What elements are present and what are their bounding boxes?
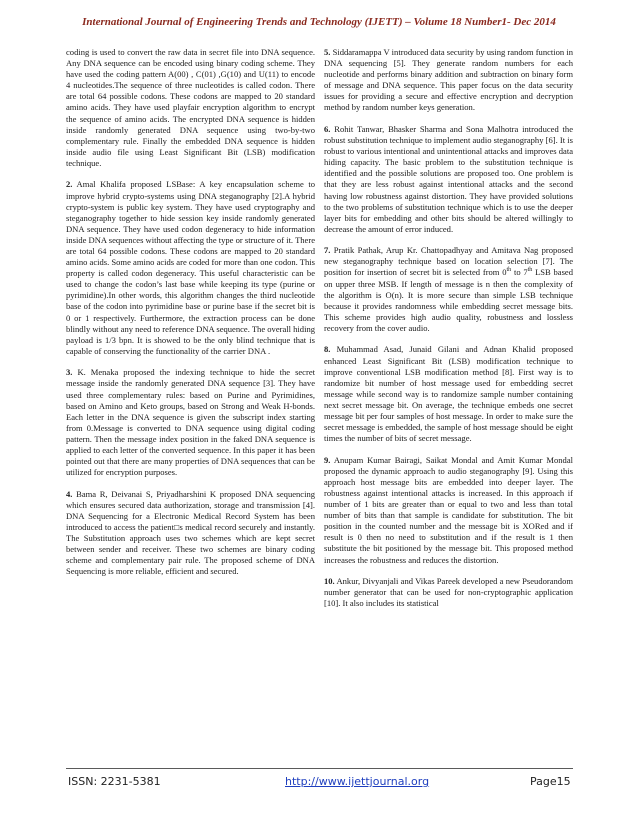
footer-issn: ISSN: 2231-5381 (68, 775, 161, 788)
paragraph: 8. Muhammad Asad, Junaid Gilani and Adnan Khalid proposed enhanced Least Significant Bit (LSB) modification technique to improve conventional LSB modification method [8]. First way is to randomize bit number of host message used for embedding secret message while second way is to randomize sample number containing next secret message bit. On average, the technique embeds one secret message bit per four samples of host message. In order to make sure the secret message is embedded, the sample of host message should be eight times the number of bits of secret message. (324, 344, 573, 444)
paragraph: coding is used to convert the raw data in secret file into DNA sequence. Any DNA sequence can be encoded using binary coding scheme. They have used the coding pattern A(00) , C(01) ,G(10) and U(11) to encode 4 nucleotides.The sequence of three nucleotides is called codon. There are total 64 possible codons. These codons are mapped to 20 standard amino acids. They have used playfair encryption algorithm to encrypt the sequence of amino acids. The encrypted DNA sequence is hidden inside randomly generated DNA sequence using two-by-two complementary rule. Finally the embedded DNA sequence is hidden inside audio file using Least Significant Bit (LSB) modification technique. (66, 47, 315, 168)
journal-header: International Journal of Engineering Trends and Technology (IJETT) – Volume 18 Number1- Dec 2014 (82, 16, 556, 28)
paragraph: 7. Pratik Pathak, Arup Kr. Chattopadhyay and Amitava Nag proposed new steganography technique based on location selection [7]. The position for insertion of secret bit is selected from 0th to 7th LSB based on upper three MSB. If length of message is n then the complexity of the algorithm is O(n). It is more secure than simple LSB technique because it provides randomness while embedding secret message bits. This scheme provides high audio quality, robustness and lossless recovery from the cover audio. (324, 245, 573, 333)
paragraph: 10. Ankur, Divyanjali and Vikas Pareek developed a new Pseudorandom number generator that can be used for non-cryptographic application [10]. It also includes its statistical (324, 575, 573, 609)
paragraph: 2. Amal Khalifa proposed LSBase: A key encapsulation scheme to improve hybrid crypto-systems using DNA steganography [2].A hybrid crypto-system is public key system. They have used cryptography and steganography together to hide session key inside randomly generated DNA sequence. They have used codon degeneracy to hide information inside DNA sequences without affecting the type or structure of it. There are total 64 possible codons. These codons are mapped to 20 standard amino acids. Some amino acids are coded for more than one codon. This property is called codon degeneracy. This useful characteristic can be used to change the codon’s last base while keeping its type (purine or pyrimidine).In other words, this algorithm changes the third nucleotide base of the codon into pyrimidine base or purine base if the secret bit is 0 or 1 respectively. Furthermore, the extraction process can be done blindly without any need to reference DNA sequence. The overall hiding payload is 1/3 bpn. It is showed to be the only blind technique that is capable of conserving the functionality of the carrier DNA . (66, 179, 316, 356)
footer-journal-link[interactable]: http://www.ijettjournal.org (285, 775, 430, 788)
footer-page-number: Page15 (530, 775, 571, 788)
paragraph: 6. Rohit Tanwar, Bhasker Sharma and Sona Malhotra introduced the robust substitution technique to implement audio steganography [6]. It is robust to various intentional and unintentional attacks and improves data hiding capacity. The basic problem to the substitution technique is identified and the possible solutions are proposed too. One problem is that they are less robust against intentional attacks and the second having low robustness against distortion. They have provided solutions to the two problems of substitution technique which is to use the deeper layer bits for embedding and other bits should be altered willingly to decrease the amount of error induced. (324, 123, 573, 234)
left-column (66, 47, 315, 588)
footer-divider (66, 768, 573, 769)
paragraph: 3. K. Menaka proposed the indexing technique to hide the secret message inside the randomly generated DNA sequence [3]. They have used three complementary rules: based on Purine and Pyrimidines, based on Amino and Keto groups, based on Strong and Weak H-bonds. Each letter in the DNA sequence is given the subscript index starting from 0.Message is converted to DNA sequence using digital coding pattern. Then the message index position in the faked DNA sequence is applied to each letter of the converted sequence. In this paper it has been pointed out that there are many properties of DNA sequences that can be utilized for encryption purposes. (66, 367, 315, 478)
right-column (324, 47, 573, 620)
paragraph: 5. Siddaramappa V introduced data security by using random function in DNA sequencing [5]. They generate random numbers for each nucleotide and performs binary addition and subtraction on binary form of message and DNA sequence. This paper focus on the data security issues for providing a secure and effective encryption and decryption method by random number keys generation. (324, 47, 573, 113)
paragraph: 4. Bama R, Deivanai S, Priyadharshini K proposed DNA sequencing which ensures secured data authorization, storage and transmission [4]. DNA Sequencing for a Electronic Medical Record System has been introduced to access the patient□s medical record securely and instantly. The Substitution approach uses two schemes which are kept secret between sender and receiver. These two schemes are binary coding scheme and complementary pair rule. The proposed scheme of DNA Sequencing is more reliable, efficient and secured. (66, 488, 315, 577)
paragraph: 9. Anupam Kumar Bairagi, Saikat Mondal and Amit Kumar Mondal proposed the dynamic approach to audio steganography [9]. Using this approach host message bits are embedded into deeper layer. The robustness against intentional attacks is increased. In this approach if number of 1 bits are greater than or equal to two and less than total number of bits than that sample is candidate for substitution. The bit position in the counted number and the message bit is XORed and if result is 0 then no need to substitution and if the result is 1 then substitute the bit positioned by the message bit. This proposed method increases the robustness and reduces the distortion. (324, 454, 573, 565)
